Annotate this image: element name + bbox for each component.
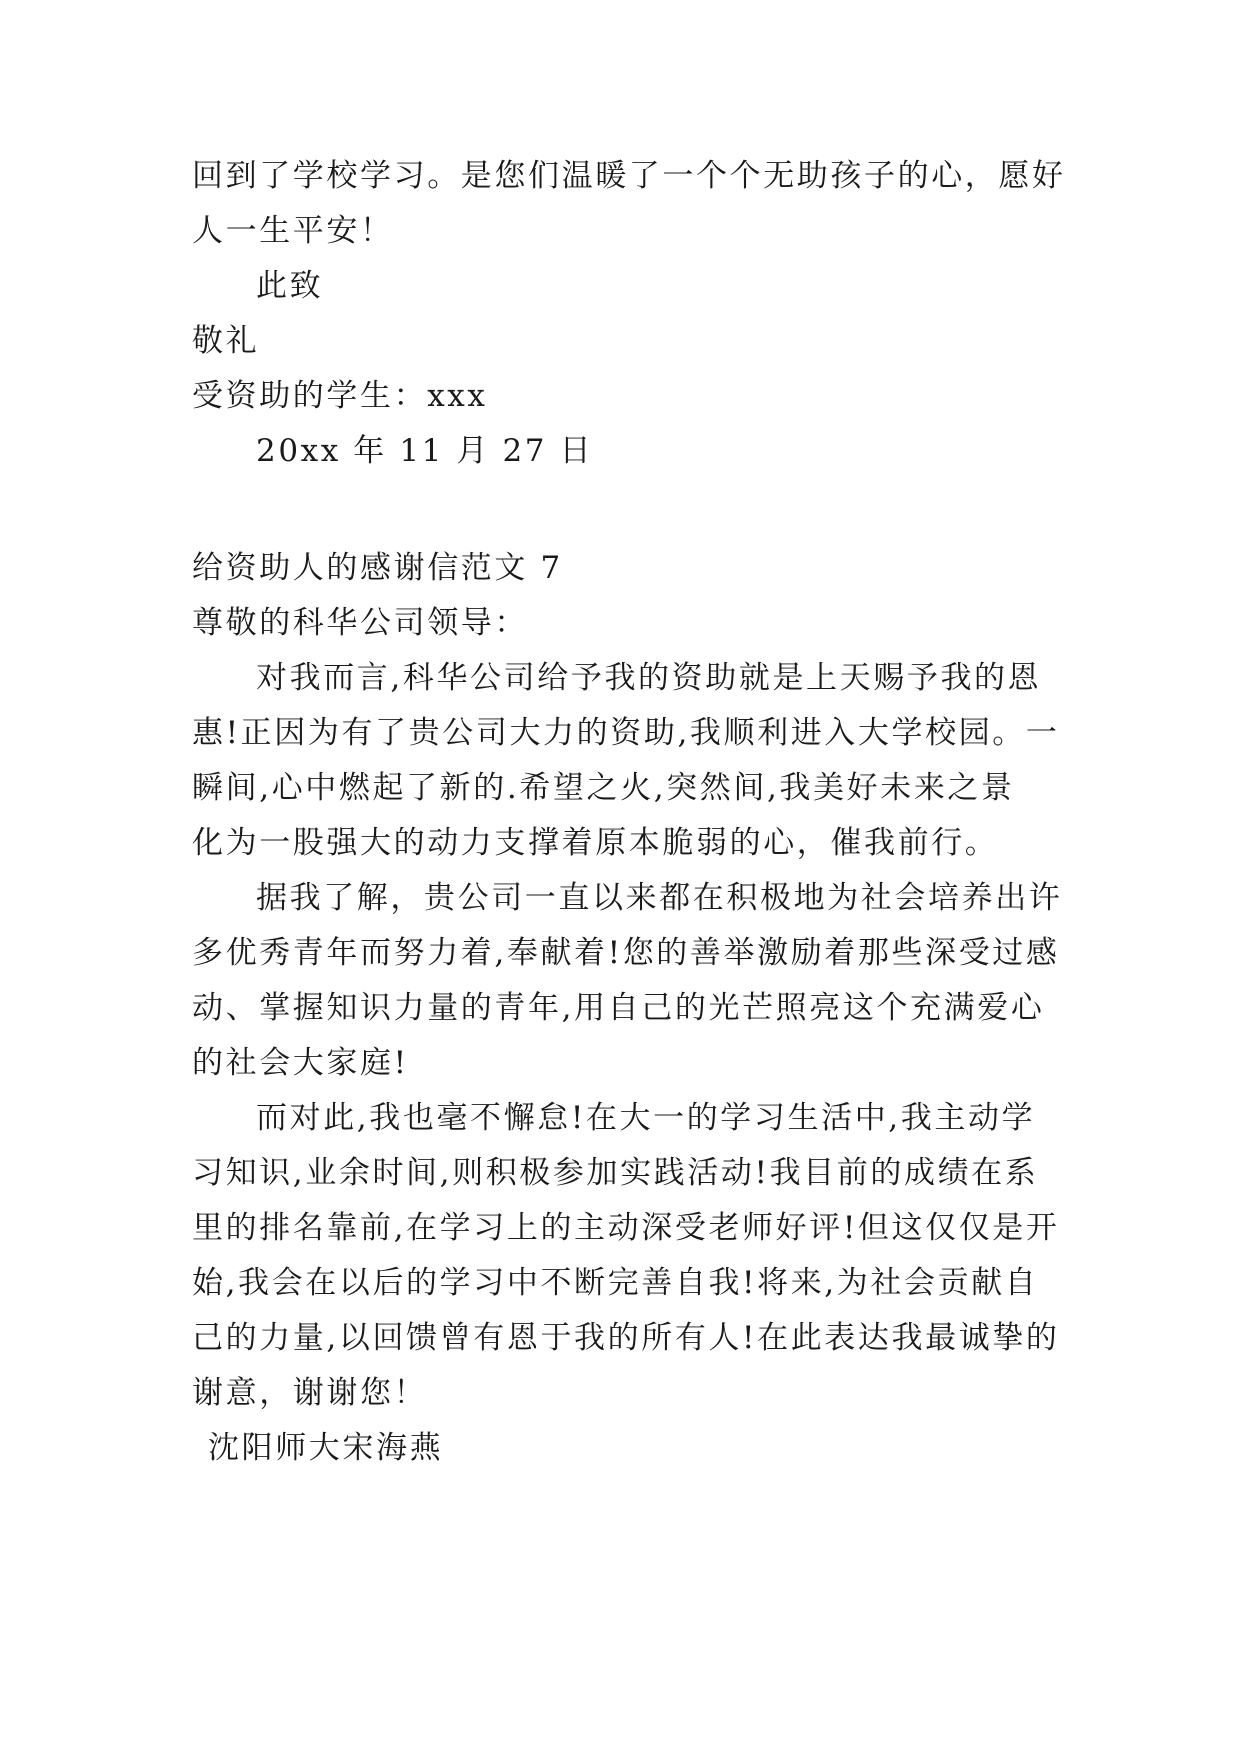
letter-signature: 沈阳师大宋海燕 (208, 1430, 444, 1466)
prev-letter-line-1: 回到了学校学习。是您们温暖了一个个无助孩子的心，愿好 (192, 158, 1066, 194)
paragraph-3-line-5: 己的力量,以回馈曾有恩于我的所有人!在此表达我最诚挚的 (192, 1320, 1060, 1356)
closing-cizhi: 此致 (256, 268, 324, 304)
salutation: 尊敬的科华公司领导： (192, 605, 528, 641)
paragraph-3-line-3: 里的排名靠前,在学习上的主动深受老师好评!但这仅仅是开 (192, 1210, 1060, 1246)
paragraph-1-line-1: 对我而言,科华公司给予我的资助就是上天赐予我的恩 (256, 660, 1042, 696)
prev-date: 20xx 年 11 月 27 日 (256, 433, 594, 469)
closing-jingli: 敬礼 (192, 323, 260, 359)
prev-signature: 受资助的学生：xxx (192, 378, 488, 414)
paragraph-3-line-2: 习知识,业余时间,则积极参加实践活动!我目前的成绩在系 (192, 1155, 1039, 1191)
paragraph-1-line-4: 化为一股强大的动力支撑着原本脆弱的心，催我前行。 (192, 825, 999, 861)
paragraph-3-line-1: 而对此,我也毫不懈怠!在大一的学习生活中,我主动学 (256, 1100, 1036, 1136)
letter-title: 给资助人的感谢信范文 7 (192, 550, 563, 586)
paragraph-2-line-1: 据我了解，贵公司一直以来都在积极地为社会培养出许 (256, 880, 1063, 916)
paragraph-2-line-2: 多优秀青年而努力着,奉献着!您的善举激励着那些深受过感 (192, 935, 1060, 971)
paragraph-2-line-4: 的社会大家庭! (192, 1045, 409, 1081)
paragraph-3-line-4: 始,我会在以后的学习中不断完善自我!将来,为社会贡献自 (192, 1265, 1039, 1301)
prev-letter-line-2: 人一生平安！ (192, 213, 394, 249)
paragraph-1-line-2: 惠!正因为有了贵公司大力的资助,我顺利进入大学校园。一 (192, 715, 1060, 751)
paragraph-3-line-6: 谢意，谢谢您！ (192, 1375, 428, 1411)
paragraph-2-line-3: 动、掌握知识力量的青年,用自己的光芒照亮这个充满爱心 (192, 990, 1045, 1026)
paragraph-1-line-3: 瞬间,心中燃起了新的.希望之火,突然间,我美好未来之景 (192, 770, 1015, 806)
